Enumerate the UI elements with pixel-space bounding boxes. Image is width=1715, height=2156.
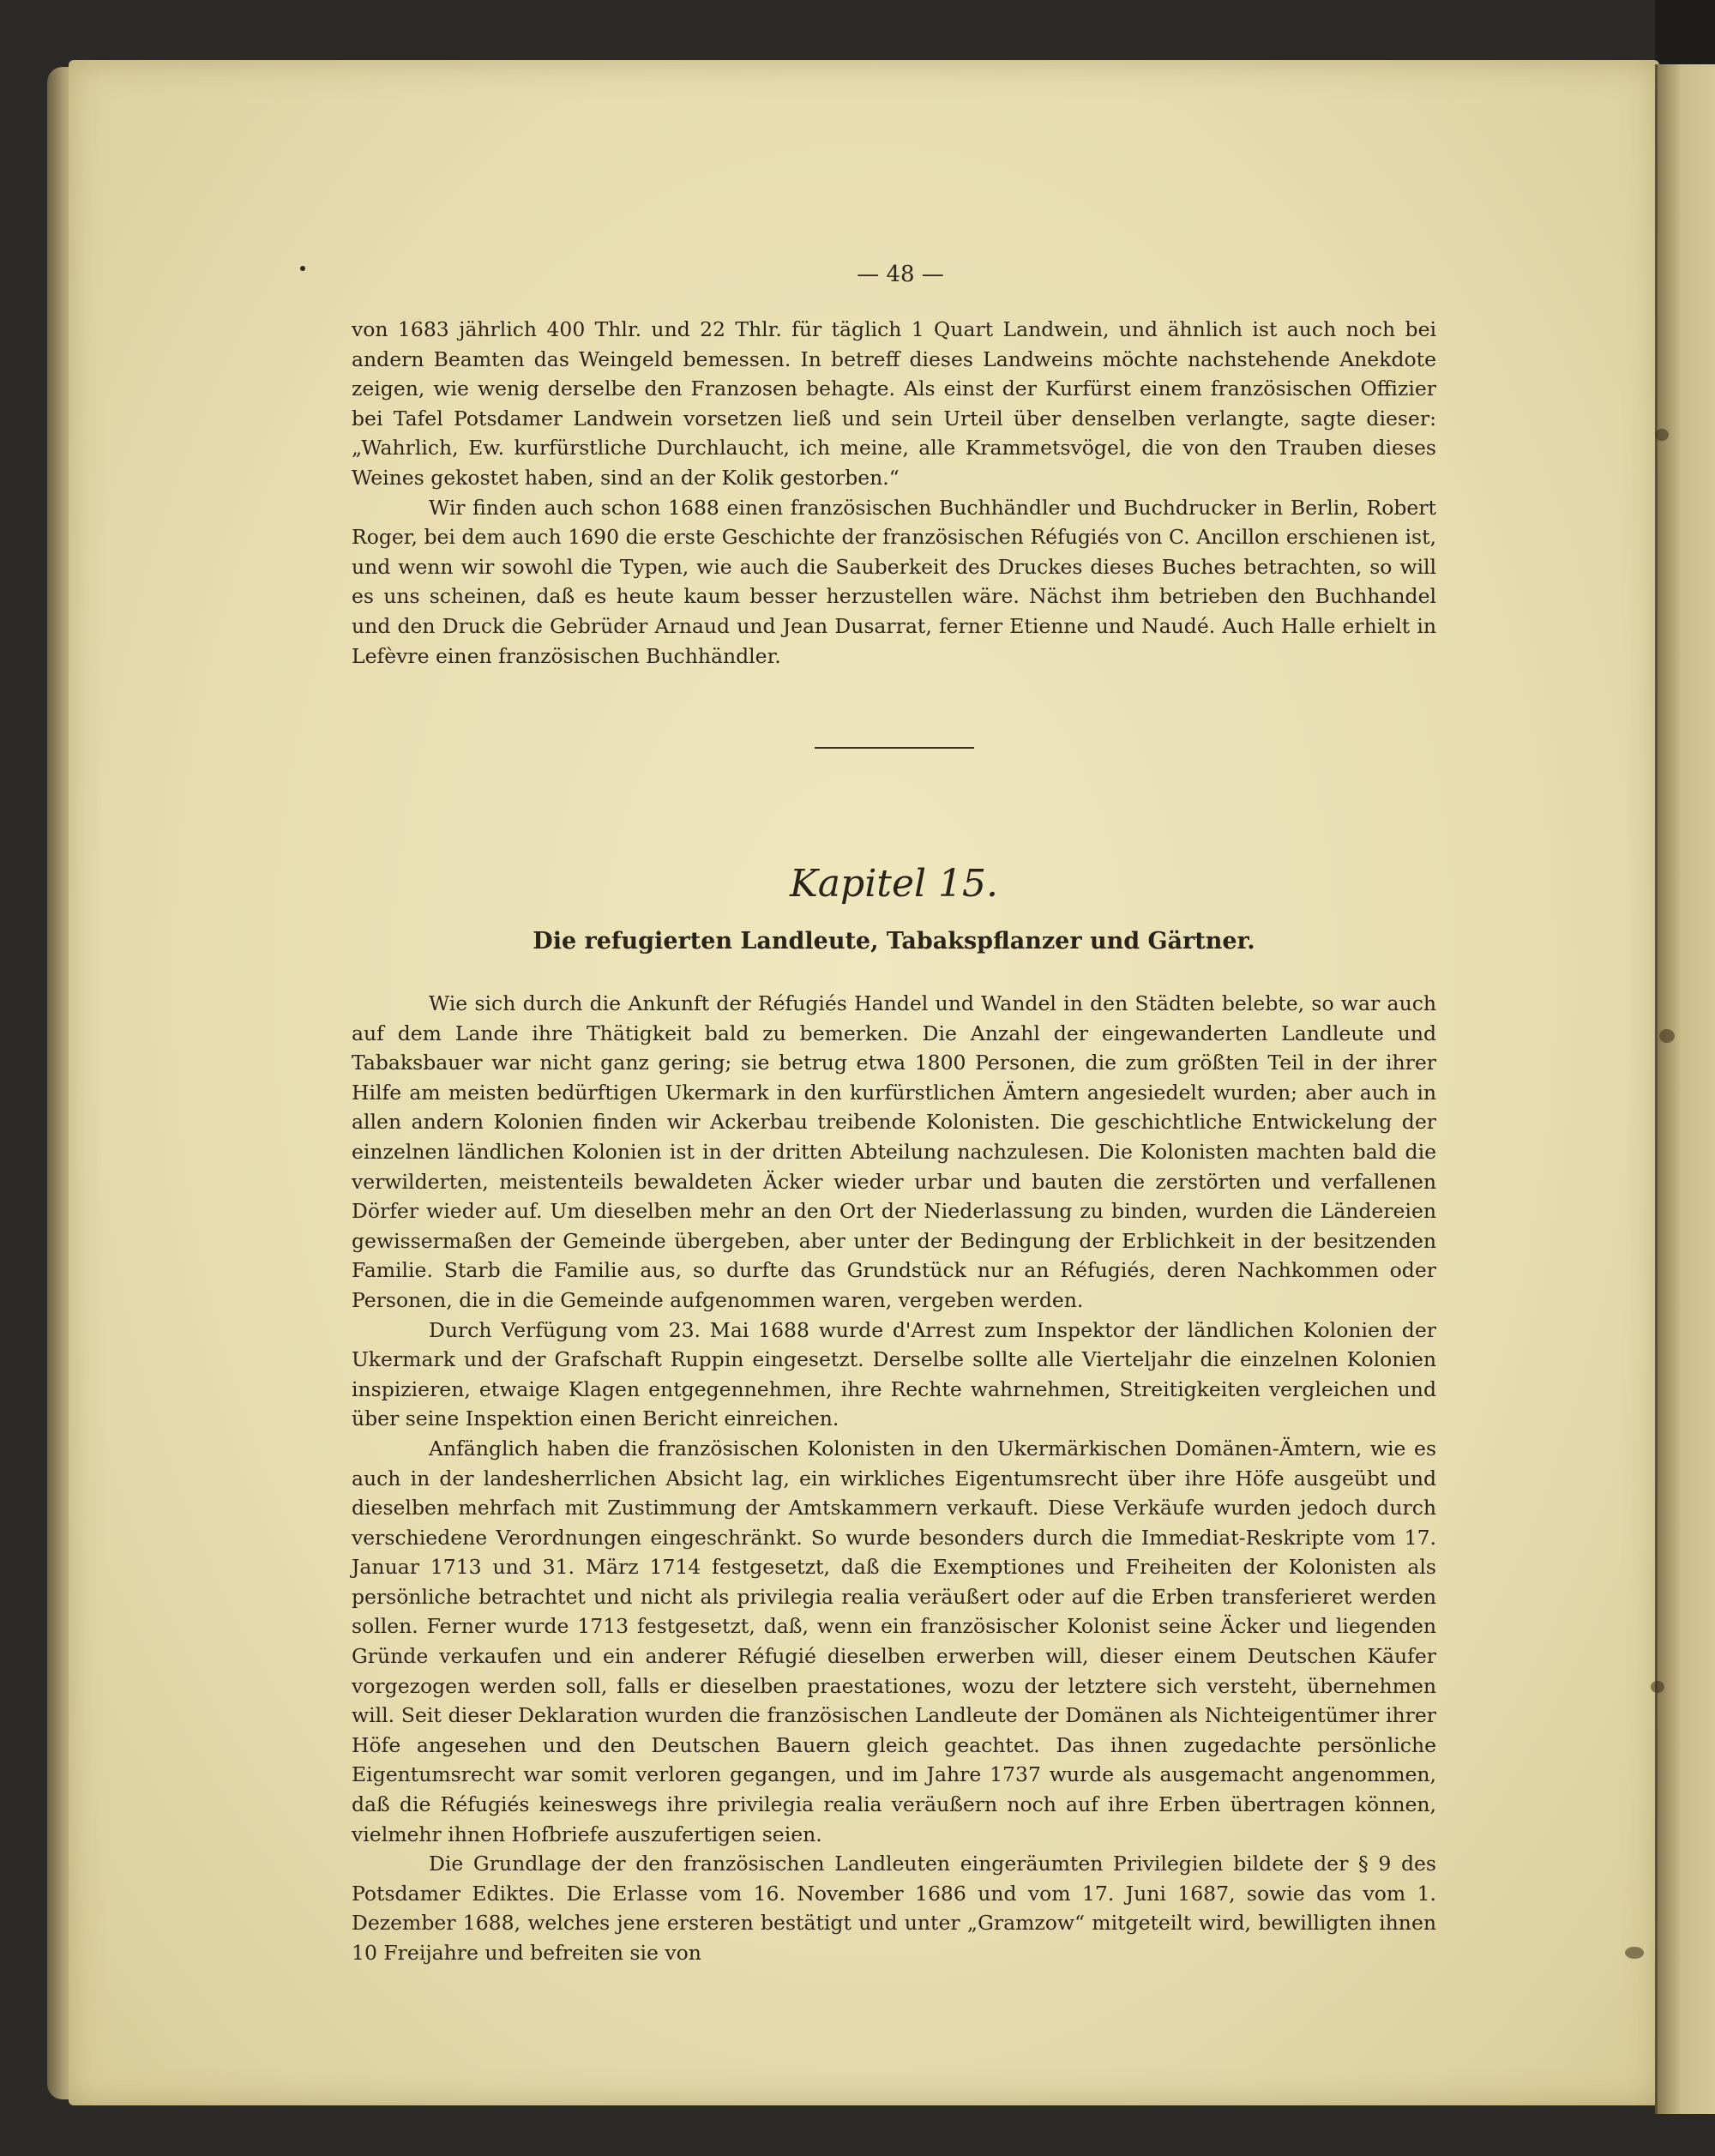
stain-spot: [1655, 429, 1669, 441]
chapter-title: Kapitel 15.: [789, 862, 999, 906]
chapter-text-block: [352, 989, 1436, 1968]
stain-spot: [1625, 1947, 1644, 1959]
chapter-subtitle: Die refugierten Landleute, Tabakspflanzer und Gärtner.: [533, 928, 1255, 955]
paragraph: Anfänglich haben die französischen Kolonisten in den Ukermärkischen Domänen-Ämtern, wie es auch in der landesherrlichen Absicht lag, ein wirkliches Eigentumsrecht über ihre Höfe ausgeübt und dieselben mehrfach mit Zustimmung der Amtskammern verkauft. Diese Verkäufe wurden jedoch durch verschiedene Verordnungen eingeschränkt. So wurde besonders durch die Immediat-Reskripte vom 17. Januar 1713 und 31. März 1714 festgesetzt, daß die Exemptiones und Freiheiten der Kolonisten als persönliche betrachtet und nicht als privilegia realia veräußert oder auf die Erben transferieret werden sollen. Ferner wurde 1713 festgesetzt, daß, wenn ein französischer Kolonist seine Äcker und liegenden Gründe verkaufen und ein anderer Réfugié dieselben erwerben will, dieser einem Deutschen Käufer vorgezogen werden soll, falls er dieselben praestationes, wozu der letztere sich versteht, übernehmen will. Seit dieser Deklaration wurden die französischen Landleute der Domänen als Nichteigentümer ihrer Höfe angesehen und den Deutschen Bauern gleich geachtet. Das ihnen zugedachte persönliche Eigentumsrecht war somit verloren gegangen, und im Jahre 1737 wurde als ausgemacht angenommen, daß die Réfugiés keineswegs ihre privilegia realia veräußern noch auf ihre Erben übertragen können, vielmehr ihnen Hofbriefe auszufertigen seien.: [352, 1436, 1436, 1846]
paragraph: Wie sich durch die Ankunft der Réfugiés Handel und Wandel in den Städten belebte, so war auch auf dem Lande ihre Thätigkeit bald zu bemerken. Die Anzahl der eingewanderten Landleute und Tabaksbauer war nicht ganz gering; sie betrug etwa 1800 Personen, die zum größten Teil in der ihrer Hilfe am meisten bedürftigen Ukermark in den kurfürstlichen Ämtern angesiedelt wurden; aber auch in allen andern Kolonien finden wir Ackerbau treibende Kolonisten. Die geschichtliche Entwickelung der einzelnen ländlichen Kolonien ist in der dritten Abteilung nachzulesen. Die Kolonisten machten bald die verwilderten, meistenteils bewaldeten Äcker wieder urbar und bauten die zerstörten und verfallenen Dörfer wieder auf. Um dieselben mehr an den Ort der Niederlassung zu binden, wurden die Ländereien gewissermaßen der Gemeinde übergeben, aber unter der Bedingung der Erblichkeit in der besitzenden Familie. Starb die Familie aus, so durfte das Grundstück nur an Réfugiés, deren Nachkommen oder Personen, die in die Gemeinde aufgenommen waren, vergeben werden.: [352, 991, 1436, 1312]
stain-spot: [1659, 1029, 1675, 1043]
paragraph: Die Grundlage der den französischen Landleuten eingeräumten Privilegien bildete der § 9 des Potsdamer Ediktes. Die Erlasse vom 16. November 1686 und vom 17. Juni 1687, sowie das vom 1. Dezember 1688, welches jene ersteren bestätigt und unter „Gramzow“ mitgeteilt wird, bewilligten ihnen 10 Freijahre und befreiten sie von: [352, 1852, 1436, 1965]
ink-dot: [300, 266, 305, 271]
paragraph: Durch Verfügung vom 23. Mai 1688 wurde d'Arrest zum Inspektor der ländlichen Kolonien der Ukermark und der Grafschaft Ruppin eingesetzt. Derselbe sollte alle Vierteljahr die einzelnen Kolonien inspizieren, etwaige Klagen entgegennehmen, ihre Rechte wahrnehmen, Streitigkeiten vergleichen und über seine Inspektion einen Bericht einreichen.: [352, 1317, 1436, 1431]
stain-spot: [1651, 1681, 1664, 1693]
background-corner: [1655, 0, 1715, 64]
facing-page-edge: [1655, 64, 1715, 2114]
section-divider: [815, 747, 974, 749]
page-number: — 48 —: [857, 262, 944, 287]
paragraph: Wir finden auch schon 1688 einen französischen Buchhändler und Buchdrucker in Berlin, Robert Roger, bei dem auch 1690 die erste Geschichte der französischen Réfugiés von C. Ancillon erschienen ist, und wenn wir sowohl die Typen, wie auch die Sauberkeit des Druckes dieses Buches betrachten, so will es uns scheinen, daß es heute kaum besser herzustellen wäre. Nächst ihm betrieben den Buchhandel und den Druck die Gebrüder Arnaud und Jean Dusarrat, ferner Etienne und Naudé. Auch Halle erhielt in Lefèvre einen französischen Buchhändler.: [352, 495, 1436, 668]
paragraph: von 1683 jährlich 400 Thlr. und 22 Thlr. für täglich 1 Quart Landwein, und ähnlich ist auch noch bei andern Beamten das Weingeld bemessen. In betreff dieses Landweins möchte nachstehende Anekdote zeigen, wie wenig derselbe den Franzosen behagte. Als einst der Kurfürst einem französischen Offizier bei Tafel Potsdamer Landwein vorsetzen ließ und sein Urteil über denselben verlangte, sagte dieser: „Wahrlich, Ew. kurfürstliche Durchlaucht, ich meine, alle Krammetsvögel, die von den Trauben dieses Weines gekostet haben, sind an der Kolik gestorben.“: [352, 317, 1436, 490]
top-text-block: [352, 315, 1436, 671]
